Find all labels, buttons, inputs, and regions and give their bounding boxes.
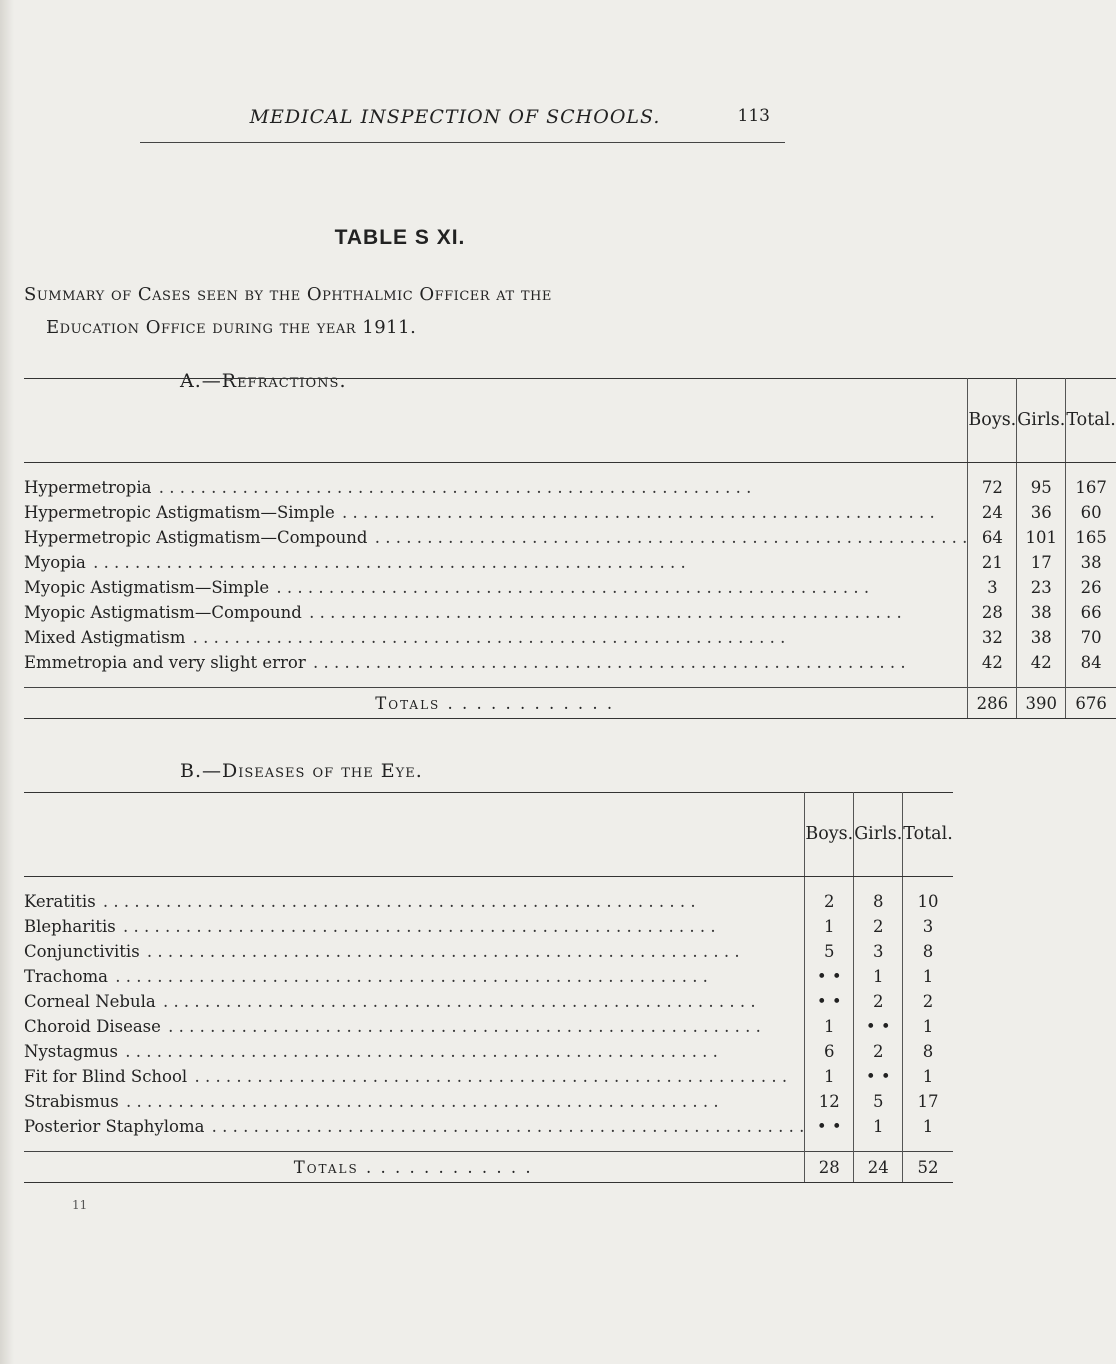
eye-diseases-header-row [24,793,953,877]
total-value: 2 [922,992,934,1011]
row-label-text: Blepharitis [24,917,116,936]
girls-value: 101 [1017,525,1066,550]
row-label [24,1064,805,1089]
footnote-mark: 11 [72,1198,88,1212]
row-label-text: Posterior Staphyloma [24,1117,205,1136]
eye-diseases-column-header: Girls. [854,793,903,877]
row-label-text: Hypermetropia [24,478,152,497]
boys-value: 72 [968,475,1017,500]
total-value: 38 [1080,553,1102,572]
row-label [24,500,968,525]
girls-total: 24 [854,1152,903,1183]
table-row [24,964,953,989]
row-label-text: Corneal Nebula [24,992,156,1011]
total-value: 70 [1080,628,1102,647]
refractions-spacer-cell [1017,463,1066,476]
row-label [24,1089,805,1114]
refractions-spacer [24,463,1116,476]
boys-value: 32 [968,625,1017,650]
page-header [140,106,770,136]
row-label [24,1114,805,1139]
eye-diseases-totals-row [24,1152,953,1183]
row-label-text: Myopic Astigmatism—Simple [24,578,270,597]
row-label-text: Fit for Blind School [24,1067,188,1086]
row-label-text: Mixed Astigmatism [24,628,186,647]
table-row [24,575,1116,600]
eye-diseases-header-blank [24,793,805,877]
total-value: 1 [922,967,934,986]
refractions-spacer-cell [968,675,1017,688]
refractions-spacer-cell [1066,675,1116,688]
boys-total: 28 [805,1152,854,1183]
total-value: 1 [922,1017,934,1036]
boys-value: 24 [968,500,1017,525]
refractions-spacer [24,675,1116,688]
total-value: 8 [922,942,934,961]
eye-diseases-table [24,792,953,1183]
refractions-column-header: Girls. [1017,379,1066,463]
total-value: 60 [1080,503,1102,522]
table-row [24,889,953,914]
summary-line-2: Education Office during the year 1911. [46,317,417,338]
girls-value: 17 [1017,550,1066,575]
row-label-text: Myopic Astigmatism—Compound [24,603,302,622]
girls-value: 8 [854,889,903,914]
girls-total: 390 [1017,688,1066,719]
boys-value: 5 [805,939,854,964]
page-number: 113 [737,106,770,126]
total-value: 26 [1080,578,1102,597]
summary-line-1: Summary of Cases seen by the Ophthalmic Officer at the [24,284,552,305]
boys-value: 28 [968,600,1017,625]
table-row [24,1039,953,1064]
refractions-header-blank [24,379,968,463]
total-value: 17 [917,1092,939,1111]
girls-value: 23 [1017,575,1066,600]
row-label [24,600,968,625]
girls-value: 3 [854,939,903,964]
row-label [24,525,968,550]
totals-label-text: Totals . . . . . . . . . . . . [375,693,615,713]
eye-diseases-spacer-cell [24,877,805,890]
boys-value: • • [805,1114,854,1139]
eye-diseases-spacer-cell [903,1139,953,1152]
row-label-text: Hypermetropic Astigmatism—Compound [24,528,368,547]
row-label-text: Trachoma [24,967,109,986]
girls-value: 5 [854,1089,903,1114]
totals-label [24,688,968,719]
table-row [24,1089,953,1114]
girls-value: 1 [854,1114,903,1139]
total-value: 8 [922,1042,934,1061]
row-label [24,475,968,500]
refractions-spacer-cell [24,463,968,476]
refractions-spacer-cell [1017,675,1066,688]
section-b-title: B.—Diseases of the Eye. [180,760,423,782]
row-label [24,550,968,575]
table-row [24,1064,953,1089]
totals-label [24,1152,805,1183]
table-row [24,914,953,939]
row-label-text: Hypermetropic Astigmatism—Simple [24,503,335,522]
refractions-spacer-cell [968,463,1017,476]
boys-total: 286 [968,688,1017,719]
table-row [24,475,1116,500]
girls-value: 2 [854,1039,903,1064]
total-value: 66 [1080,603,1102,622]
girls-value: 42 [1017,650,1066,675]
boys-value: 1 [805,914,854,939]
girls-value: 38 [1017,600,1066,625]
row-label [24,650,968,675]
row-label-text: Conjunctivitis [24,942,140,961]
row-label [24,889,805,914]
row-label-text: Nystagmus [24,1042,118,1061]
table-row [24,550,1116,575]
row-label-text: Choroid Disease [24,1017,161,1036]
eye-diseases-table-body [24,793,953,1183]
table-row [24,989,953,1014]
boys-value: 21 [968,550,1017,575]
boys-value: 1 [805,1064,854,1089]
boys-value: 64 [968,525,1017,550]
table-row [24,500,1116,525]
total-value: 84 [1080,653,1102,672]
boys-value: 2 [805,889,854,914]
refractions-spacer-cell [24,675,968,688]
refractions-header-row [24,379,1116,463]
eye-diseases-spacer-cell [854,1139,903,1152]
eye-diseases-spacer [24,877,953,890]
boys-value: • • [805,964,854,989]
girls-value: 2 [854,914,903,939]
boys-value: • • [805,989,854,1014]
table-row [24,625,1116,650]
totals-label-text: Totals . . . . . . . . . . . . [293,1157,533,1177]
row-label [24,1014,805,1039]
girls-value: 38 [1017,625,1066,650]
refractions-column-header: Total. [1066,379,1116,463]
grand-total: 676 [1066,688,1116,719]
row-label-text: Myopia [24,553,86,572]
boys-value: 12 [805,1089,854,1114]
row-label [24,625,968,650]
refractions-totals-row [24,688,1116,719]
boys-value: 6 [805,1039,854,1064]
girls-value: • • [854,1014,903,1039]
boys-value: 1 [805,1014,854,1039]
total-value: 167 [1075,478,1107,497]
girls-value: 95 [1017,475,1066,500]
boys-value: 42 [968,650,1017,675]
eye-diseases-column-header: Boys. [805,793,854,877]
eye-diseases-spacer-cell [805,877,854,890]
eye-diseases-spacer-cell [24,1139,805,1152]
table-row [24,600,1116,625]
boys-value: 3 [968,575,1017,600]
binding-edge [0,0,14,1364]
girls-value: 36 [1017,500,1066,525]
header-rule [140,142,785,143]
eye-diseases-spacer-cell [805,1139,854,1152]
summary-heading [24,278,764,344]
total-value: 10 [917,892,939,911]
table-caption: TABLE S XI. [334,226,466,249]
row-label [24,939,805,964]
refractions-column-header: Boys. [968,379,1017,463]
table-row [24,1014,953,1039]
eye-diseases-spacer-cell [903,877,953,890]
row-label-text: Keratitis [24,892,96,911]
row-label-text: Emmetropia and very slight error [24,653,306,672]
grand-total: 52 [903,1152,953,1183]
table-row [24,525,1116,550]
row-label [24,964,805,989]
row-label [24,989,805,1014]
table-row [24,650,1116,675]
table-row [24,939,953,964]
eye-diseases-spacer-cell [854,877,903,890]
table-row [24,1114,953,1139]
refractions-spacer-cell [1066,463,1116,476]
row-label-text: Strabismus [24,1092,119,1111]
eye-diseases-column-header: Total. [903,793,953,877]
total-value: 165 [1075,528,1107,547]
girls-value: • • [854,1064,903,1089]
running-title: MEDICAL INSPECTION OF SCHOOLS. [249,106,661,128]
row-label [24,575,968,600]
girls-value: 2 [854,989,903,1014]
section-a-title: A.—Refractions. [180,370,347,392]
refractions-table-body [24,379,1116,719]
row-label [24,914,805,939]
girls-value: 1 [854,964,903,989]
total-value: 1 [922,1117,934,1136]
refractions-table [24,378,1116,719]
total-value: 3 [922,917,934,936]
eye-diseases-spacer [24,1139,953,1152]
row-label [24,1039,805,1064]
total-value: 1 [922,1067,934,1086]
